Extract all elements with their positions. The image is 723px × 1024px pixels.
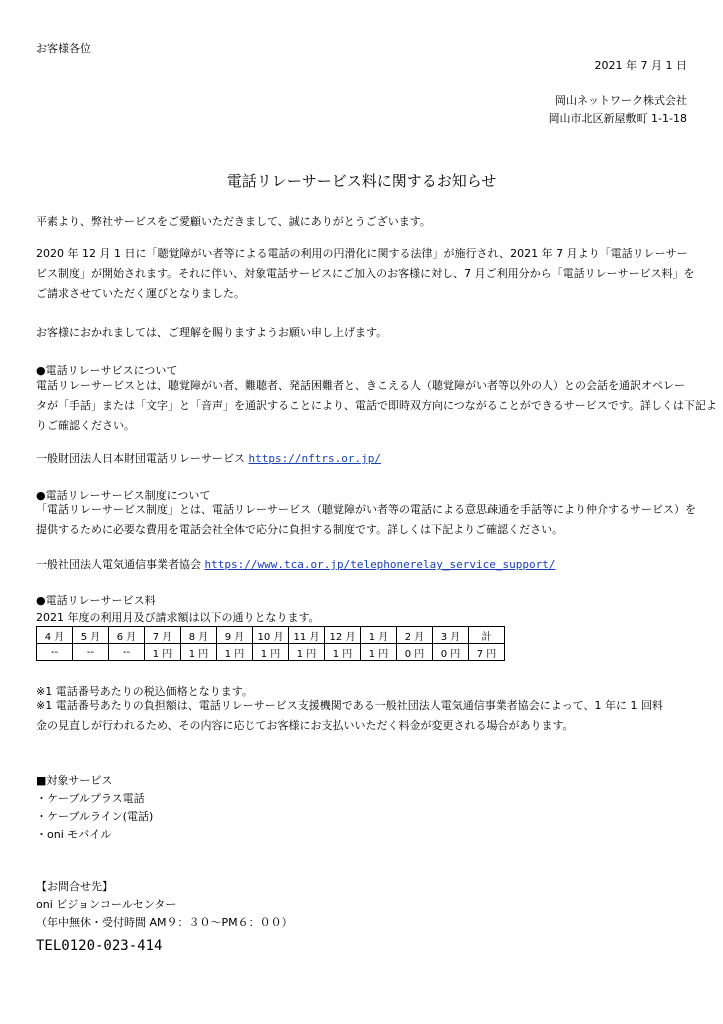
section-relay-system-heading: ●電話リレーサービス制度について [36, 489, 211, 502]
fee-table [36, 626, 505, 661]
fee-value-cell: 1 円 [289, 644, 325, 661]
fee-header-cell: 計 [469, 627, 505, 644]
fee-value-cell: 1 円 [217, 644, 253, 661]
fee-value-cell: 0 円 [433, 644, 469, 661]
fee-header-cell: 6 月 [109, 627, 145, 644]
contact-heading: 【お問合せ先】 [36, 880, 113, 893]
contact-phone: TEL0120-023-414 [36, 938, 163, 954]
target-service-item: ・ケーブルライン(電話) [36, 810, 154, 823]
fee-header-cell: 8 月 [181, 627, 217, 644]
fee-header-cell: 2 月 [397, 627, 433, 644]
request-text: お客様におかれましては、ご理解を賜りますようお願い申し上げます。 [36, 326, 388, 339]
fee-header-cell: 7 月 [145, 627, 181, 644]
section-relay-system-line-1: 「電話リレーサービス制度」とは、電話リレーサービス（聴覚障がい者等の電話による意思疎通を手話等により仲介するサービス）を [36, 503, 696, 516]
company-address: 岡山市北区新屋敷町 1-1-18 [548, 112, 687, 125]
fee-header-cell: 10 月 [253, 627, 289, 644]
relay-system-link[interactable]: https://www.tca.or.jp/telephonerelay_service_support/ [204, 558, 556, 571]
fee-value-cell: 1 円 [361, 644, 397, 661]
addressee: お客様各位 [36, 42, 91, 55]
section-fee-heading: ●電話リレーサービス料 [36, 594, 156, 607]
relay-service-link[interactable]: https://nftrs.or.jp/ [248, 452, 381, 465]
target-service-item: ・ケーブルプラス電話 [36, 792, 145, 805]
relay-system-org-name: 一般社団法人電気通信事業者協会 [36, 558, 201, 571]
fee-value-cell: 1 円 [325, 644, 361, 661]
fee-header-cell: 9 月 [217, 627, 253, 644]
fee-header-cell: 3 月 [433, 627, 469, 644]
fee-header-cell: 11 月 [289, 627, 325, 644]
intro-line-2: ビス制度」が開始されます。それに伴い、対象電話サービスにご加入のお客様に対し、7 月ご利用分から「電話リレーサービス料」を [36, 267, 695, 280]
target-services-heading: ■対象サービス [36, 774, 113, 787]
fee-value-cell: -- [37, 644, 73, 661]
company-name: 岡山ネットワーク株式会社 [555, 94, 687, 107]
relay-system-org-row [36, 556, 556, 572]
section-fee-subheading: 2021 年度の利用月及び請求額は以下の通りとなります。 [36, 611, 320, 624]
note-tax-included: ※1 電話番号あたりの税込価格となります。 [36, 685, 253, 698]
contact-name: oni ビジョンコールセンター [36, 898, 177, 911]
fee-header-cell: 1 月 [361, 627, 397, 644]
fee-table-value-row [37, 644, 505, 661]
section-relay-system-line-2: 提供するために必要な費用を電話会社全体で応分に負担する制度です。詳しくは下記よりご確認ください。 [36, 523, 564, 536]
section-relay-service-line-3: りご確認ください。 [36, 419, 135, 432]
note-fee-review-line-2: 金の見直しが行われるため、その内容に応じてお客様にお支払いいただく料金が変更される場合があります。 [36, 719, 574, 732]
greeting-text: 平素より、弊社サービスをご愛顧いただきまして、誠にありがとうございます。 [36, 215, 431, 228]
fee-value-cell: 1 円 [253, 644, 289, 661]
relay-service-org-row [36, 450, 381, 466]
section-relay-service-line-2: タが「手話」または「文字」と「音声」を通訳することにより、電話で即時双方向につながることができるサービスです。詳しくは下記よ [36, 399, 717, 412]
intro-line-3: ご請求させていただく運びとなりました。 [36, 287, 245, 300]
relay-service-org-name: 一般財団法人日本財団電話リレーサービス [36, 452, 245, 465]
fee-header-cell: 12 月 [325, 627, 361, 644]
section-relay-service-heading: ●電話リレーサビスについて [36, 364, 178, 377]
fee-value-cell: 1 円 [145, 644, 181, 661]
fee-value-cell: 0 円 [397, 644, 433, 661]
section-relay-service-line-1: 電話リレーサービスとは、聴覚障がい者、難聴者、発話困難者と、きこえる人（聴覚障がい者等以外の人）との会話を通訳オペレー [36, 379, 685, 392]
fee-value-cell: -- [73, 644, 109, 661]
fee-header-cell: 5 月 [73, 627, 109, 644]
intro-line-1: 2020 年 12 月 1 日に「聴覚障がい者等による電話の利用の円滑化に関する法律」が施行され、2021 年 7 月より「電話リレーサー [36, 247, 688, 260]
document-date: 2021 年 7 月 1 日 [594, 59, 687, 72]
fee-value-cell: 1 円 [181, 644, 217, 661]
contact-hours: （年中無休・受付時間 AM９：３０～PM６：００） [36, 916, 293, 929]
target-service-item: ・oni モバイル [36, 828, 112, 841]
fee-value-cell: -- [109, 644, 145, 661]
fee-value-cell: 7 円 [469, 644, 505, 661]
note-fee-review-line-1: ※1 電話番号あたりの負担額は、電話リレーサービス支援機関である一般社団法人電気通信事業者協会によって、1 年に 1 回料 [36, 699, 663, 712]
page-title: 電話リレーサービス料に関するお知らせ [226, 172, 497, 190]
fee-table-header-row [37, 627, 505, 644]
fee-header-cell: 4 月 [37, 627, 73, 644]
